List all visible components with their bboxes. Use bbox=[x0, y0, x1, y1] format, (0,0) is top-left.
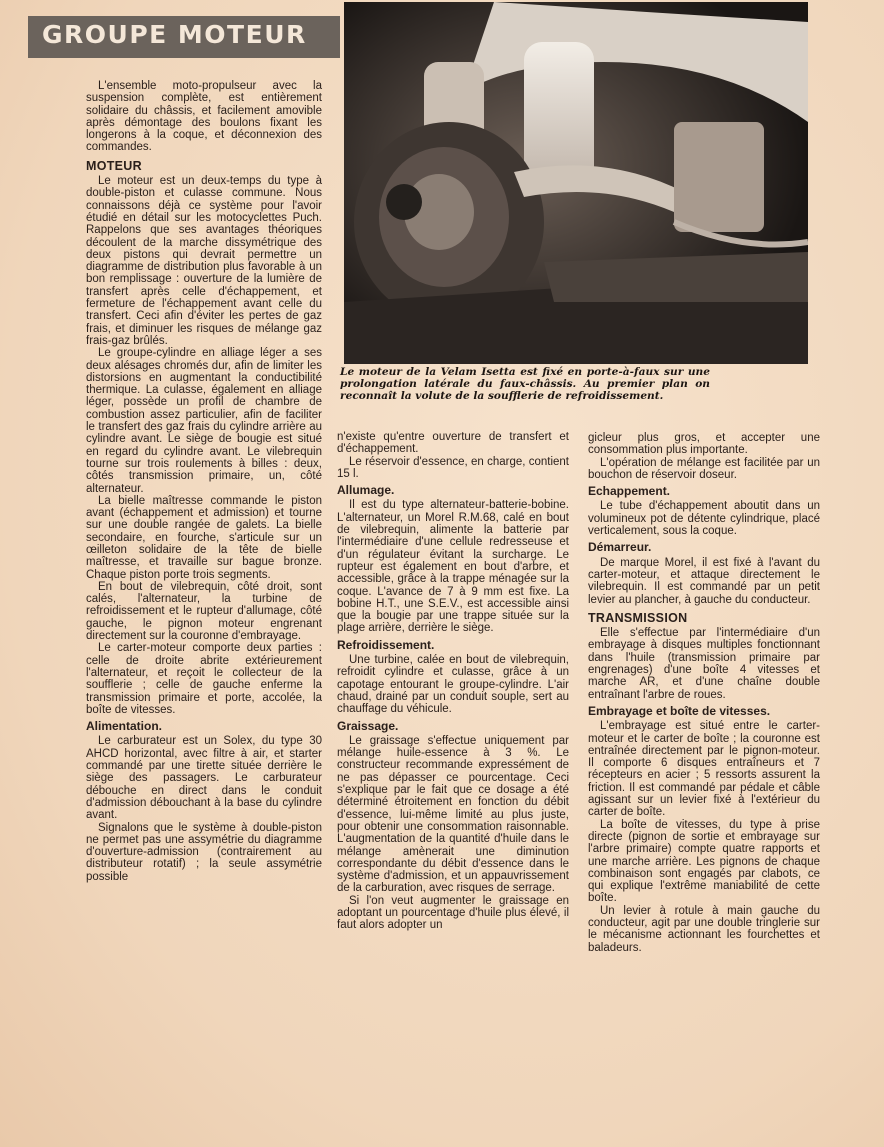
paragraph: La boîte de vitesses, du type à prise directe (pignon de sortie et embrayage sur l'arbre primaire) compte quatre rapports et une marche arrière. Les pignons de chaque combinaison sont engagés par clabots, ce qui explique l'extrême maniabilité de cette boîte. bbox=[588, 818, 820, 905]
paragraph: Une turbine, calée en bout de vilebrequin, refroidit cylindre et culasse, grâce à un capotage entourant le groupe-cylindre. L'air chaud, drainé par un conduit souple, sert au chauffage du véhicule. bbox=[337, 654, 569, 716]
paragraph: Elle s'effectue par l'intermédiaire d'un embrayage à disques multiples fonctionnant dans l'huile (transmission primaire par engrenages) d'une boîte 4 vitesses et marche AR, et d'une chaîne double entraînant l'arbre de roues. bbox=[588, 627, 820, 701]
paragraph: n'existe qu'entre ouverture de transfert et d'échappement. bbox=[337, 431, 569, 456]
paragraph: Le tube d'échappement aboutit dans un volumineux pot de détente cylindrique, placé verticalement, sous la coque. bbox=[588, 500, 820, 538]
paragraph: De marque Morel, il est fixé à l'avant du carter-moteur, et attaque directement le vilebrequin. Il est commandé par un petit levier au plancher, à gauche du conducteur. bbox=[588, 556, 820, 606]
section-heading-graissage: Graissage. bbox=[337, 718, 399, 733]
photo-caption: Le moteur de la Velam Isetta est fixé en porte-à-faux sur une prolongation latérale du faux-châssis. Au premier plan on reconnaît la volute de la soufflerie de refroidissement. bbox=[340, 366, 710, 402]
column-2 bbox=[337, 431, 569, 932]
paragraph: Le groupe-cylindre en alliage léger a ses deux alésages chromés dur, afin de limiter les distorsions en augmentant la conductibilité thermique. La culasse, également en alliage léger, possède un profil de chambre de combustion assez particulier, afin de faciliter le transfert des gaz frais du cylindre arrière au cylindre avant. Le siège de bougie est situé en regard du cylindre avant. Le vilebrequin tourne sur trois roulements à billes : deux, côtés transmission primaire, un, côté alternateur. bbox=[86, 347, 322, 495]
paragraph: Le réservoir d'essence, en charge, contient 15 l. bbox=[337, 455, 569, 480]
intro-paragraph: L'ensemble moto-propulseur avec la suspension complète, est entièrement solidaire du châssis, et facilement amovible après démontage des boulons fixant les longerons à la coque, et déconnexion des commandes. bbox=[86, 80, 322, 154]
engine-photo bbox=[344, 2, 808, 364]
column-3 bbox=[588, 432, 820, 954]
section-heading-alimentation: Alimentation. bbox=[86, 719, 163, 734]
paragraph: gicleur plus gros, et accepter une consommation plus importante. bbox=[588, 432, 820, 457]
page-title: GROUPE MOTEUR bbox=[42, 20, 307, 49]
paragraph: La bielle maîtresse commande le piston avant (échappement et admission) et tourne sur une double rangée de galets. La bielle secondaire, en fourche, s'articule sur un œilleton solidaire de la tête de bielle maîtresse, et travaille sur bague bronze. Chaque piston porte trois segments. bbox=[86, 494, 322, 581]
paragraph: Le moteur est un deux-temps du type à double-piston et culasse commune. Nous connaissons déjà ce système pour l'avoir étudié en détail sur les motocyclettes Puch. Rappelons que ses avantages théoriques découlent de la marche dissymétrique des deux pistons qui devrait permettre un diagramme de distribution plus favorable à un bon remplissage : ouverture de la lumière de transfert après celle d'échappement, et fermeture de l'échappement avant celle du transfert. Ceci afin d'éviter les pertes de gaz frais, et diminuer les risques de mélange gaz frais-gaz brûlés. bbox=[86, 175, 322, 347]
paragraph: L'embrayage est situé entre le carter-moteur et le carter de boîte ; la couronne est entraînée directement par le pignon-moteur. Il comporte 6 disques entraîneurs et 7 récepteurs en acier ; 5 ressorts assurent la friction. Il est commandé par pédale et câble agissant sur un levier fixé à l'extérieur du carter de boîte. bbox=[588, 720, 820, 819]
column-1 bbox=[86, 80, 322, 883]
section-heading-demarreur: Démarreur. bbox=[588, 540, 652, 555]
engine-photo-graphic bbox=[344, 2, 808, 364]
paragraph: L'opération de mélange est facilitée par un bouchon de réservoir doseur. bbox=[588, 456, 820, 481]
section-heading-embrayage: Embrayage et boîte de vitesses. bbox=[588, 703, 771, 718]
section-heading-echappement: Echappement. bbox=[588, 484, 671, 499]
paragraph: Le carburateur est un Solex, du type 30 AHCD horizontal, avec filtre à air, et starter commandé par une tirette située derrière le siège des passagers. Le carburateur débouche en direct dans le conduit d'admission débouchant à la base du cylindre avant. bbox=[86, 735, 322, 822]
paragraph: Le carter-moteur comporte deux parties : celle de droite abrite extérieurement l'alternateur, et reçoit le collecteur de la soufflerie ; celle de gauche enferme la transmission primaire et porte, accolée, la boîte de vitesses. bbox=[86, 642, 322, 716]
section-heading-transmission: TRANSMISSION bbox=[588, 610, 688, 625]
paragraph: En bout de vilebrequin, côté droit, sont calés, l'alternateur, la turbine de refroidissement et le rupteur d'allumage, côté gauche, le pignon moteur engrenant directement sur la couronne d'embrayage. bbox=[86, 580, 322, 643]
paragraph: Le graissage s'effectue uniquement par mélange huile-essence à 3 %. Le constructeur recommande expressément de ne pas dépasser ce pourcentage. Ceci s'explique par le fait que ce dosage a été déterminé étroitement en fonction du débit d'essence, lui-même limité au plus juste, pour obtenir une consommation raisonnable. L'augmentation de la quantité d'huile dans le mélange amènerait une diminution correspondante du débit d'essence dans le système d'admission, et un appauvrissement de la carburation, avec risques de serrage. bbox=[337, 734, 569, 895]
paragraph: Si l'on veut augmenter le graissage en adoptant un pourcentage d'huile plus élevé, il faut alors adopter un bbox=[337, 894, 569, 932]
section-heading-moteur: MOTEUR bbox=[86, 158, 142, 173]
paragraph: Un levier à rotule à main gauche du conducteur, agit par une double tringlerie sur le mécanisme actionnant les fourchettes et baladeurs. bbox=[588, 904, 820, 954]
paragraph: Signalons que le système à double-piston ne permet pas une assymétrie du diagramme d'ouverture-admission (contrairement au distributeur rotatif) ; la seule assymétrie possible bbox=[86, 821, 322, 883]
paragraph: Il est du type alternateur-batterie-bobine. L'alternateur, un Morel R.M.68, calé en bout de vilebrequin, alimente la batterie par l'intermédiaire d'une cellule redresseuse et d'un régulateur évitant la surcharge. Le rupteur est également en bout d'arbre, et accessible, grâce à la trappe ménagée sur la coque. L'avance de 7 à 9 mm est fixe. La bobine H.T., une S.E.V., est accessible ainsi que la bougie par une trappe située sur la plage arrière, derrière le siège. bbox=[337, 499, 569, 635]
section-heading-refroidissement: Refroidissement. bbox=[337, 637, 435, 652]
section-heading-allumage: Allumage. bbox=[337, 483, 395, 498]
